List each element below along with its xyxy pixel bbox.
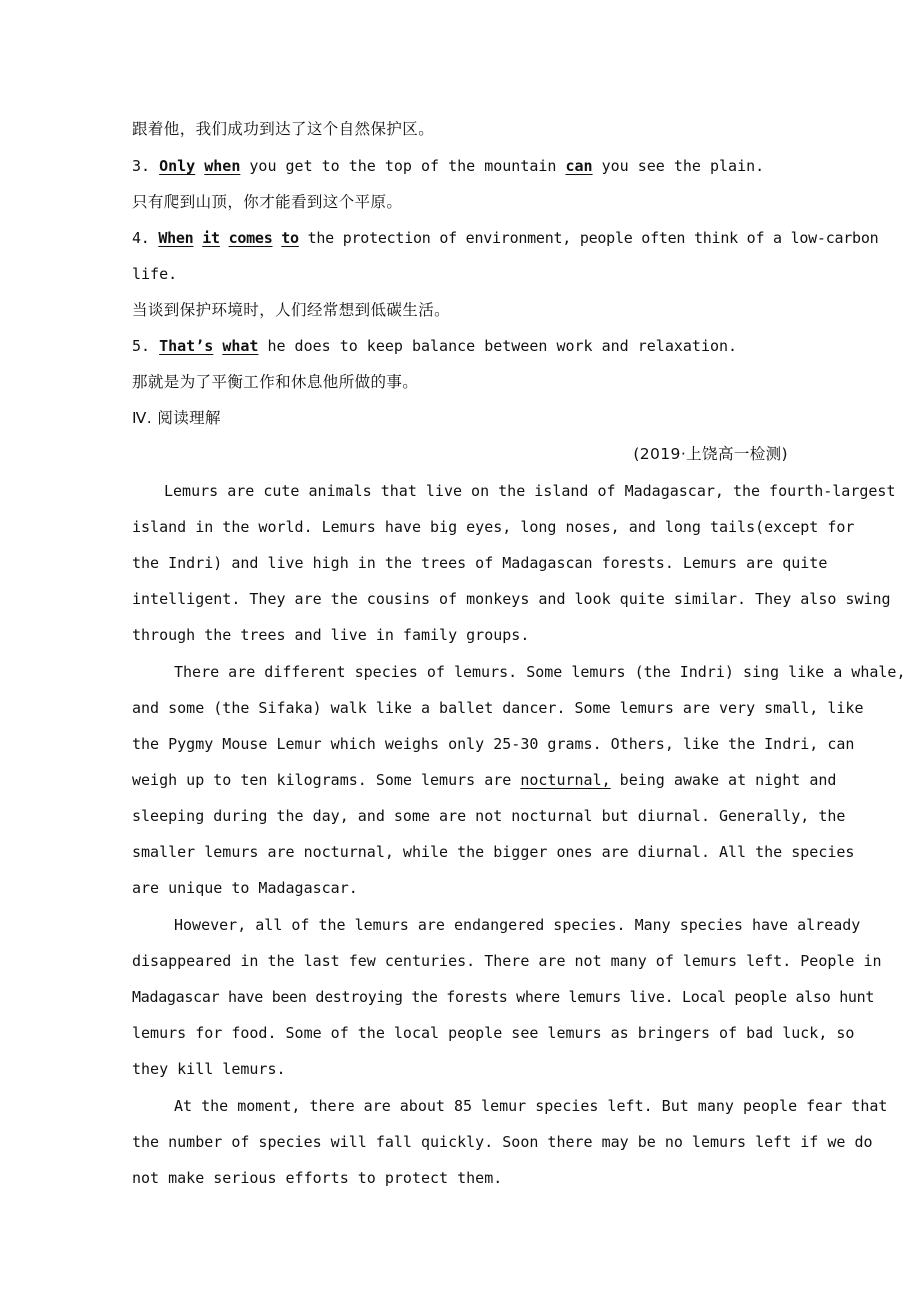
sentence-text: he does to keep balance between work and relaxation. [267, 337, 738, 355]
passage-line: disappeared in the last few centuries. There are not many of lemurs left. People in [132, 952, 882, 970]
exercise-item-4 [132, 223, 879, 253]
item-number: 4. [132, 229, 150, 247]
sentence-continuation: life. [132, 265, 178, 283]
passage-line: are unique to Madagascar. [132, 879, 358, 897]
exercise-item-5 [132, 331, 788, 361]
sentence-text: you see the plain. [601, 157, 765, 175]
passage-text: weigh up to ten kilograms. Some lemurs are [132, 771, 512, 789]
answer-blank: When [158, 229, 194, 247]
passage-line: lemurs for food. Some of the local people see lemurs as bringers of bad luck, so [132, 1024, 855, 1042]
passage-text: being awake at night and [619, 771, 837, 789]
passage-line: through the trees and live in family groups. [132, 626, 530, 644]
passage-line: intelligent. They are the cousins of monkeys and look quite similar. They also swing [132, 590, 891, 608]
translation-line: 只有爬到山顶，你才能看到这个平原。 [132, 193, 403, 211]
passage-line: the Pygmy Mouse Lemur which weighs only 25-30 grams. Others, like the Indri, can [132, 735, 855, 753]
source-citation: (2019·上饶高一检测) [633, 445, 788, 463]
passage-line: the Indri) and live high in the trees of Madagascan forests. Lemurs are quite [132, 554, 828, 572]
answer-blank: can [565, 157, 593, 175]
passage-line: However, all of the lemurs are endangered species. Many species have already [174, 916, 861, 934]
passage-line: not make serious efforts to protect them. [132, 1169, 503, 1187]
passage-line [132, 765, 837, 795]
underlined-word: nocturnal, [520, 771, 611, 789]
exercise-item-3 [132, 151, 788, 181]
answer-blank: Only [159, 157, 196, 175]
answer-blank: to [281, 229, 299, 247]
item-number: 5. [132, 337, 151, 355]
answer-blank: when [204, 157, 241, 175]
passage-line: There are different species of lemurs. Some lemurs (the Indri) sing like a whale, [174, 663, 906, 681]
item-number: 3. [132, 157, 151, 175]
passage-line: they kill lemurs. [132, 1060, 286, 1078]
passage-line: sleeping during the day, and some are not nocturnal but diurnal. Generally, the [132, 807, 846, 825]
answer-blank: it [202, 229, 220, 247]
passage-line: island in the world. Lemurs have big eyes, long noses, and long tails(except for [132, 518, 855, 536]
passage-line: At the moment, there are about 85 lemur species left. But many people fear that [174, 1097, 888, 1115]
translation-line: 跟着他，我们成功到达了这个自然保护区。 [132, 120, 435, 138]
passage-line: and some (the Sifaka) walk like a ballet dancer. Some lemurs are very small, like [132, 699, 864, 717]
sentence-text: you get to the top of the mountain [249, 157, 557, 175]
passage-line: smaller lemurs are nocturnal, while the bigger ones are diurnal. All the species [132, 843, 855, 861]
passage-line: Madagascar have been destroying the forests where lemurs live. Local people also hunt [132, 988, 875, 1006]
answer-blank: That’s [159, 337, 214, 355]
passage-line: the number of species will fall quickly. Soon there may be no lemurs left if we do [132, 1133, 873, 1151]
answer-blank: what [222, 337, 259, 355]
sentence-text: the protection of environment, people often think of a low-carbon [307, 229, 879, 247]
translation-line: 当谈到保护环境时，人们经常想到低碳生活。 [132, 301, 451, 319]
translation-line: 那就是为了平衡工作和休息他所做的事。 [132, 373, 419, 391]
answer-blank: comes [228, 229, 273, 247]
section-heading: Ⅳ. 阅读理解 [132, 409, 221, 427]
passage-line: Lemurs are cute animals that live on the island of Madagascar, the fourth-largest [164, 482, 896, 500]
